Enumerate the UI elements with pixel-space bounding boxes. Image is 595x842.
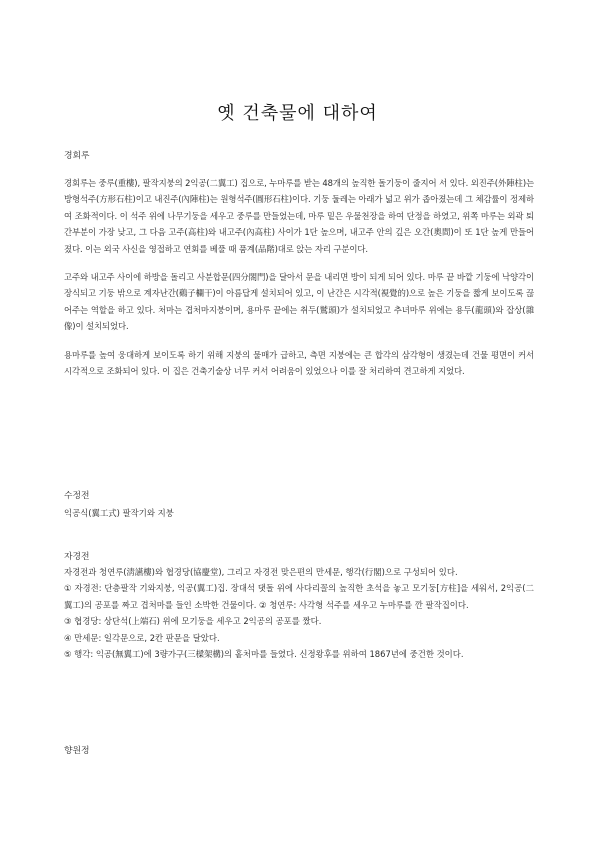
sujeongjeon-description: 익공식(翼工式) 팔작기와 지붕 [64,508,174,518]
jagyeongjeon-item-5: ⑤ 행각: 익공(無翼工)에 3량가구(三樑架構)의 홑처마를 들였다. 신정왕후를 위하여 1867년에 중건한 것이다. [64,649,464,660]
jagyeongjeon-item-1: ① 자경전: 단층팔작 기와지붕, 익공(翼工)집. 장대석 댓돌 위에 사다리꼴의 높직한 초석을 놓고 모기둥[方柱]을 세워서, 2익공(二翼工)의 공포를 짜고 겹처마를 들인 소박한 건물이다. ② 청연루: 사각형 석주를 세우고 누마루를 깐 팔작집이다. [64,583,534,610]
jagyeongjeon-intro: 자경전과 청연루(淸讌樓)와 협경당(協慶堂), 그리고 자경전 맞은편의 만세문, 행각(行閣)으로 구성되어 있다. [64,567,458,577]
section-heading-gyeonghoeru: 경회루 [64,151,90,161]
paragraph-gyeonghoeru-1: 경회루는 중루(重樓), 팔작지붕의 2익공(二翼工) 집으로, 누마루를 받는 48개의 높직한 돌기둥이 줄지어 서 있다. 외진주(外陣柱)는 방형석주(方形石柱)이고 내진주(內陣柱)는 원형석주(圓形石柱)이다. 기둥 둘레는 아래가 넓고 위가 좁아졌는데 그 체감률이 정제하여 조화적이다. 이 석주 위에 나무기둥을 세우고 중루를 만들었는데, 마루 밑은 우물천장을 하여 단정을 하였고, 위쪽 마루는 외곽 퇴간부분이 가장 낮고, 그 다음 고주(高柱)와 내고주(內高柱) 사이가 1단 높으며, 내고주 안의 깊은 오간(奧間)이 또 1단 높게 만들어졌다. 이는 외국 사신을 영접하고 연회를 베풀 때 품계(品階)대로 앉는 자리 구분이다. [64,178,534,254]
section-gyeonghoeru [64,148,534,379]
section-jagyeongjeon [64,549,534,662]
paragraph-gyeonghoeru-2: 고주와 내고주 사이에 하방을 돌리고 사분합문(四分閤門)을 달아서 문을 내리면 방이 되게 되어 있다. 마루 끝 바깥 기둥에 낙양각이 장식되고 기둥 밖으로 계자난간(鷄子欄干)이 아름답게 설치되어 있고, 이 난간은 시각적(視覺的)으로 높은 기둥을 짧게 보이도록 끊어주는 역할을 하고 있다. 처마는 겹처마지붕이며, 용마루 끝에는 취두(鷲頭)가 설치되었고 추녀마루 위에는 용두(龍頭)와 잡상(雜像)이 설치되었다. [64,272,534,332]
section-heading-sujeongjeon: 수정전 [64,491,90,501]
paragraph-gyeonghoeru-3: 용마루를 높여 웅대하게 보이도록 하기 위해 지붕의 물매가 급하고, 측면 지붕에는 큰 합각의 삼각형이 생겼는데 건물 평면이 커서 시각적으로 조화되어 있다. 이 집은 건축기술상 너무 커서 어려움이 있었으나 이를 잘 처리하여 견고하게 지었다. [64,349,534,377]
section-sujeongjeon [64,488,534,519]
jagyeongjeon-item-4: ④ 만세문: 일각문으로, 2칸 판문을 달았다. [64,632,220,643]
page-title: 옛 건축물에 대하여 [217,103,378,124]
section-hyangwonjeong [64,743,534,756]
section-heading-jagyeongjeon: 자경전 [64,552,90,562]
section-heading-hyangwonjeong: 향원정 [64,746,90,756]
jagyeongjeon-item-3: ③ 협경당: 상단석(上端石) 위에 모기둥을 세우고 2익공의 공포를 짰다. [64,616,322,627]
